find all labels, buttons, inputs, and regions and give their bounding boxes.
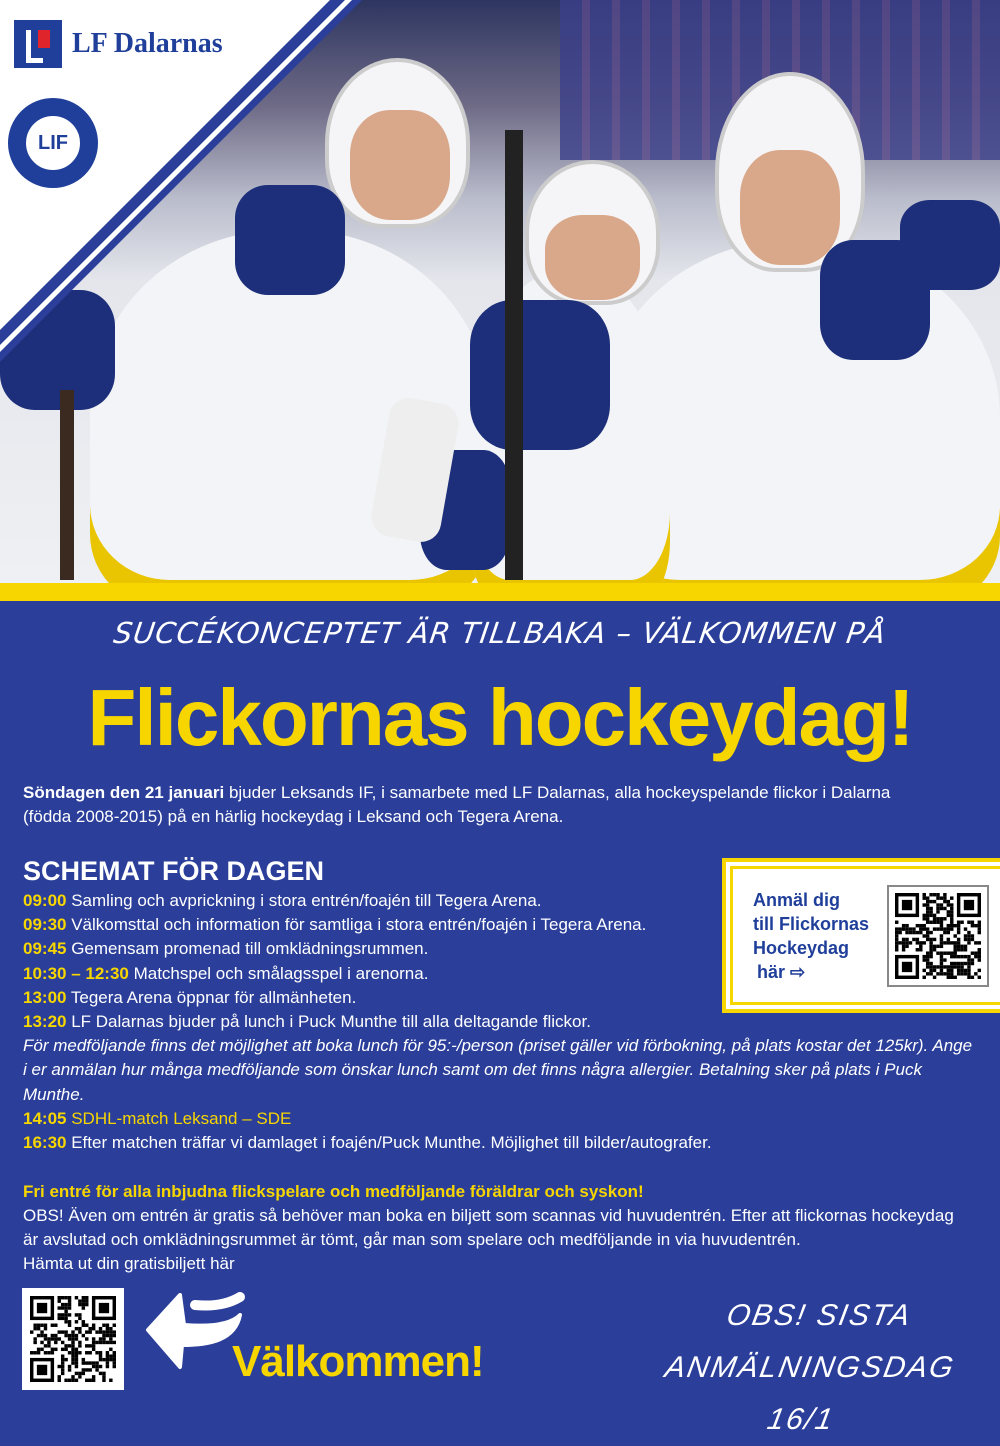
lunch-note: För medföljande finns det möjlighet att boka lunch för 95:-/person (priset gäller vid förbokning, på plats kostar det 125kr). Ange i er anmälan hur många medföljande som önskar lunch samt om det finns några allergier. Betalning sker på plats i Puck Munthe. <box>23 1036 973 1104</box>
free-entry-section <box>23 1180 973 1276</box>
registration-text <box>753 888 881 984</box>
glove <box>900 200 1000 290</box>
intro-text <box>23 781 923 829</box>
schedule-text: Tegera Arena öppnar för allmänheten. <box>66 987 357 1007</box>
registration-box[interactable] <box>722 858 1000 1013</box>
schedule-text: LF Dalarnas bjuder på lunch i Puck Munthe till alla deltagande flickor. <box>66 1012 591 1032</box>
yellow-band <box>0 583 1000 601</box>
schedule-item <box>23 1107 973 1131</box>
deadline-note <box>636 1290 984 1446</box>
registration-line: till Flickornas <box>753 913 870 934</box>
registration-line: här ⇨ <box>757 961 806 982</box>
schedule-text: Gemensam promenad till omklädningsrummen. <box>66 939 429 959</box>
page-title: Flickornas hockeydag! <box>87 673 913 762</box>
schedule-time: 16:30 <box>23 1133 67 1153</box>
schedule-time: 14:05 <box>23 1108 67 1128</box>
registration-line: Hockeydag <box>753 937 850 958</box>
ticket-link-text[interactable]: Hämta ut din gratisbiljett här <box>23 1254 235 1273</box>
registration-qr-code[interactable] <box>887 885 989 987</box>
face-middle <box>545 215 640 300</box>
schedule-text: Efter matchen träffar vi damlaget i foajén/Puck Munthe. Möjlighet till bilder/autografer. <box>66 1133 712 1153</box>
hockey-stick <box>60 390 74 580</box>
deadline-line: OBS! SISTA <box>724 1299 915 1332</box>
schedule-text: Matchspel och smålagsspel i arenorna. <box>128 963 429 983</box>
intro-date: Söndagen den 21 januari <box>23 783 225 802</box>
schedule-text: Välkomsttal och information för samtliga i stora entrén/foajén i Tegera Arena. <box>66 915 647 935</box>
lf-logo-mark <box>14 20 62 68</box>
glove <box>470 300 610 450</box>
free-entry-heading: Fri entré för alla inbjudna flickspelare och medföljande föräldrar och syskon! <box>23 1182 644 1201</box>
schedule-text: SDHL-match Leksand – SDE <box>66 1108 292 1128</box>
schedule-item <box>23 1131 973 1155</box>
schedule-time: 13:00 <box>23 987 67 1007</box>
schedule-heading: SCHEMAT FÖR DAGEN <box>23 856 324 886</box>
schedule-time: 13:20 <box>23 1012 67 1032</box>
schedule-time: 09:45 <box>23 939 67 959</box>
glove <box>235 185 345 295</box>
schedule-time: 09:30 <box>23 915 67 935</box>
ticket-qr-code[interactable] <box>22 1288 124 1390</box>
schedule-item <box>23 1010 973 1034</box>
schedule-time: 09:00 <box>23 891 67 910</box>
face-right <box>740 150 840 265</box>
lf-dalarnas-logo <box>14 20 223 68</box>
intro-body: bjuder Leksands IF, i samarbete med LF Dalarnas, alla hockeyspelande flickor i Dalarna (födda 2008-2015) på en härlig hockeydag i Leksand och Tegera Arena. <box>23 783 891 826</box>
face-left <box>350 110 450 220</box>
registration-line: Anmäl dig <box>753 889 841 910</box>
leksands-if-logo <box>8 98 98 188</box>
free-entry-text: OBS! Även om entrén är gratis så behöver man boka en biljett som scannas vid huvudentrén. Efter att flickornas hockeydag är avslutad och omklädningsrummet är tömt, går man som spelare och medföljande in via huvudentrén. <box>23 1206 954 1249</box>
subtitle: SUCCÉKONCEPTET ÄR TILLBAKA – VÄLKOMMEN PÅ <box>111 616 889 650</box>
lif-logo-mark: LIF <box>23 113 83 173</box>
schedule-text: Samling och avprickning i stora entrén/foajén till Tegera Arena. <box>66 891 542 910</box>
hockey-stick <box>505 130 523 580</box>
deadline-line: ANMÄLNINGSDAG 16/1 <box>662 1351 958 1436</box>
welcome-text: Välkommen! <box>232 1337 484 1386</box>
schedule-time: 10:30 – 12:30 <box>23 963 129 983</box>
lf-logo-text: LF Dalarnas <box>72 28 223 59</box>
